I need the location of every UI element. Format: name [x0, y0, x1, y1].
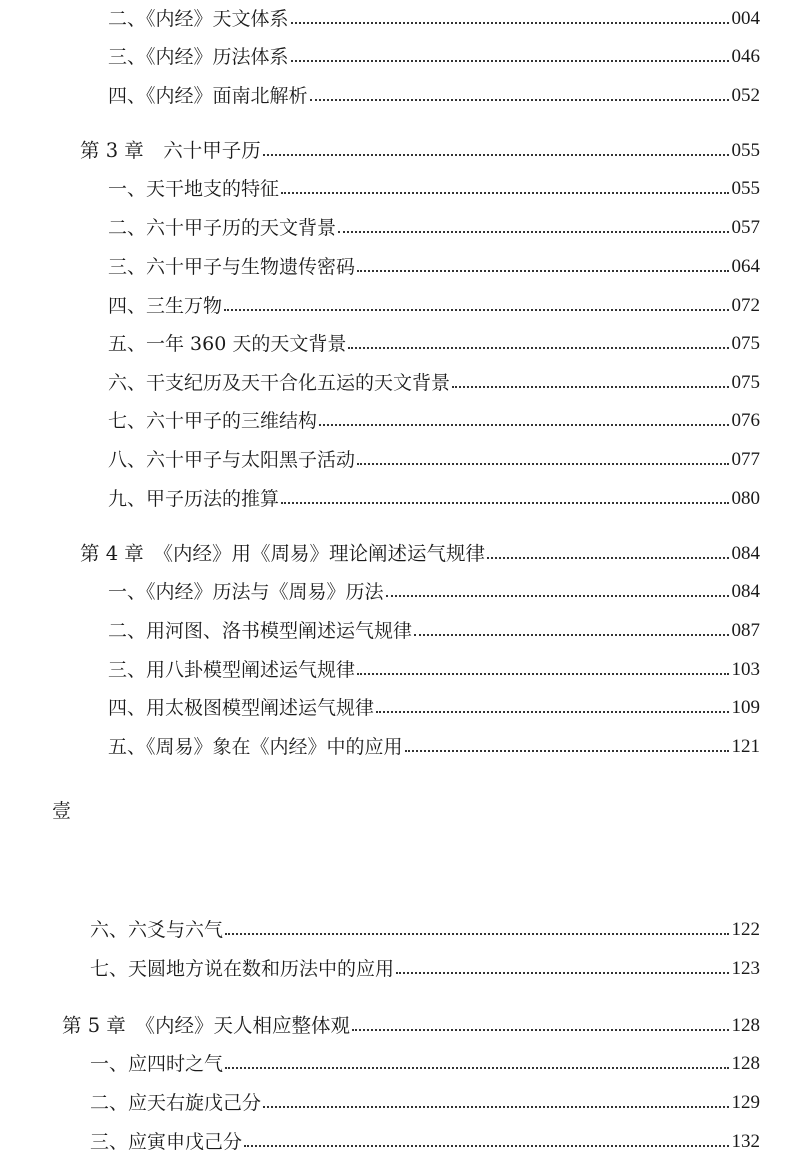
toc-entry[interactable]: [108, 693, 760, 723]
toc-entry-page: 064: [731, 256, 760, 277]
toc-entry-page: 084: [731, 581, 760, 602]
toc-entry-title: 一、《内经》历法与《周易》历法: [108, 581, 384, 603]
toc-entry-title: 四、用太极图模型阐述运气规律: [108, 697, 375, 719]
page-folio: 壹: [52, 800, 72, 822]
toc-entry-page: 072: [731, 295, 760, 316]
toc-chapter-title: 第 4 章 《内经》用《周易》理论阐述运气规律: [80, 542, 486, 565]
toc-chapter[interactable]: [80, 539, 760, 569]
toc-entry[interactable]: [108, 42, 760, 72]
toc-entry-page: 075: [731, 333, 760, 354]
leader-dots: [225, 933, 728, 935]
toc-entry-title: 一、天干地支的特征: [108, 178, 280, 200]
toc-entry-page: 103: [731, 659, 760, 680]
leader-dots: [452, 386, 728, 388]
leader-dots: [281, 502, 728, 504]
toc-entry-title: 三、应寅申戊己分: [90, 1131, 243, 1153]
toc-entry-page: 087: [731, 620, 760, 641]
toc-entry[interactable]: [108, 4, 760, 34]
toc-entry-page: 109: [731, 697, 760, 718]
toc-entry-title: 二、六十甲子历的天文背景: [108, 217, 337, 239]
leader-dots: [319, 424, 728, 426]
leader-dots: [357, 270, 728, 272]
toc-entry-title: 三、六十甲子与生物遗传密码: [108, 256, 356, 278]
leader-dots: [281, 192, 728, 194]
toc-chapter[interactable]: [80, 136, 760, 166]
toc-entry[interactable]: [108, 655, 760, 685]
leader-dots: [338, 231, 728, 233]
toc-entry[interactable]: [108, 445, 760, 475]
toc-entry-title: 三、《内经》历法体系: [108, 46, 289, 68]
toc-entry-title: 六、六爻与六气: [90, 919, 224, 941]
toc-entry-page: 121: [731, 736, 760, 757]
toc-entry-title: 八、六十甲子与太阳黑子活动: [108, 449, 356, 471]
toc-entry-title: 六、干支纪历及天干合化五运的天文背景: [108, 372, 451, 394]
toc-entry-title: 四、《内经》面南北解析: [108, 85, 308, 107]
toc-entry-page: 077: [731, 449, 760, 470]
toc-chapter[interactable]: [62, 1011, 760, 1041]
toc-entry[interactable]: [90, 1049, 760, 1079]
toc-entry-title: 二、用河图、洛书模型阐述运气规律: [108, 620, 413, 642]
toc-entry[interactable]: [108, 406, 760, 436]
leader-dots: [357, 673, 728, 675]
toc-entry[interactable]: [108, 732, 760, 762]
leader-dots: [225, 1067, 728, 1069]
toc-entry[interactable]: [90, 954, 760, 984]
toc-entry[interactable]: [90, 915, 760, 945]
toc-entry-page: 046: [731, 46, 760, 67]
toc-entry[interactable]: [108, 81, 760, 111]
toc-entry-title: 五、一年 360 天的天文背景: [108, 333, 347, 355]
toc-entry-page: 052: [731, 85, 760, 106]
leader-dots: [348, 347, 728, 349]
leader-dots: [291, 22, 729, 24]
toc-entry-title: 七、六十甲子的三维结构: [108, 410, 318, 432]
toc-entry-title: 二、《内经》天文体系: [108, 8, 289, 30]
toc-entry[interactable]: [108, 291, 760, 321]
leader-dots: [352, 1029, 728, 1031]
toc-entry-page: 123: [731, 958, 760, 979]
toc-entry-page: 132: [731, 1131, 760, 1152]
toc-entry[interactable]: [90, 1088, 760, 1118]
toc-entry[interactable]: [108, 368, 760, 398]
toc-entry[interactable]: [108, 577, 760, 607]
leader-dots: [405, 750, 729, 752]
toc-entry[interactable]: [108, 213, 760, 243]
toc-entry-page: 057: [731, 217, 760, 238]
toc-chapter-page: 128: [731, 1015, 760, 1036]
leader-dots: [263, 1106, 728, 1108]
toc-entry-page: 055: [731, 178, 760, 199]
leader-dots: [357, 463, 728, 465]
toc-entry[interactable]: [108, 329, 760, 359]
toc-chapter-page: 084: [731, 543, 760, 564]
leader-dots: [244, 1145, 728, 1147]
toc-entry-page: 080: [731, 488, 760, 509]
leader-dots: [396, 972, 728, 974]
leader-dots: [386, 595, 729, 597]
leader-dots: [263, 154, 729, 156]
toc-entry-title: 二、应天右旋戊己分: [90, 1092, 262, 1114]
toc-entry-title: 三、用八卦模型阐述运气规律: [108, 659, 356, 681]
toc-entry[interactable]: [90, 1127, 760, 1157]
toc-entry-page: 076: [731, 410, 760, 431]
toc-entry-title: 五、《周易》象在《内经》中的应用: [108, 736, 403, 758]
leader-dots: [310, 99, 729, 101]
toc-entry[interactable]: [108, 174, 760, 204]
leader-dots: [224, 309, 728, 311]
toc-entry-page: 128: [731, 1053, 760, 1074]
leader-dots: [414, 634, 728, 636]
toc-entry-title: 四、三生万物: [108, 295, 223, 317]
leader-dots: [487, 557, 728, 559]
toc-chapter-page: 055: [731, 140, 760, 161]
toc-entry-page: 122: [731, 919, 760, 940]
leader-dots: [376, 711, 728, 713]
toc-entry-page: 129: [731, 1092, 760, 1113]
toc-entry[interactable]: [108, 252, 760, 282]
toc-entry-title: 九、甲子历法的推算: [108, 488, 280, 510]
toc-entry-title: 一、应四时之气: [90, 1053, 224, 1075]
toc-entry-page: 004: [731, 8, 760, 29]
toc-entry[interactable]: [108, 484, 760, 514]
toc-entry-title: 七、天圆地方说在数和历法中的应用: [90, 958, 395, 980]
toc-chapter-title: 第 3 章 六十甲子历: [80, 139, 261, 162]
toc-entry-page: 075: [731, 372, 760, 393]
toc-chapter-title: 第 5 章 《内经》天人相应整体观: [62, 1014, 351, 1037]
toc-entry[interactable]: [108, 616, 760, 646]
leader-dots: [291, 60, 729, 62]
